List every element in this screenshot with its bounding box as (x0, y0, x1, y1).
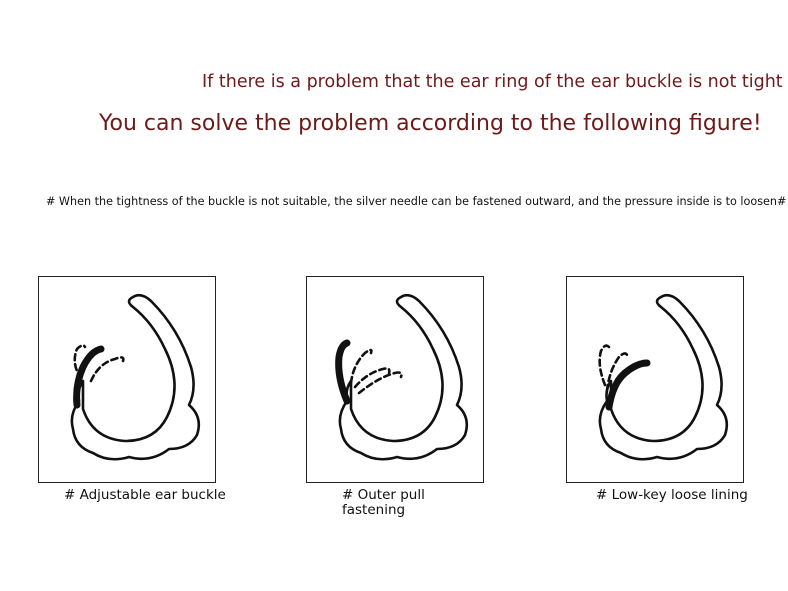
instruction-subheading: You can solve the problem according to the following figure! (99, 111, 762, 136)
panel-adjustable-ear-buckle (38, 276, 216, 483)
instruction-heading: If there is a problem that the ear ring of the ear buckle is not tight (202, 72, 783, 92)
panel-low-key-loose-lining (566, 276, 744, 483)
ear-buckle-diagram-outer-pull (307, 277, 483, 482)
tightness-note: # When the tightness of the buckle is not suitable, the silver needle can be fastened outward, and the pressure inside is to loosen# (46, 195, 787, 208)
caption-outer-pull-fastening: # Outer pull fastening (342, 487, 425, 518)
caption-adjustable-ear-buckle: # Adjustable ear buckle (64, 487, 226, 503)
ear-buckle-diagram-adjustable (39, 277, 215, 482)
caption-low-key-loose-lining: # Low-key loose lining (596, 487, 748, 503)
silver-needle (339, 343, 347, 401)
panel-outer-pull-fastening (306, 276, 484, 483)
silver-needle (609, 363, 647, 407)
silver-needle (77, 349, 101, 405)
hoop-outline (340, 295, 467, 459)
hoop-outline (72, 295, 199, 459)
ear-buckle-diagram-loose (567, 277, 743, 482)
